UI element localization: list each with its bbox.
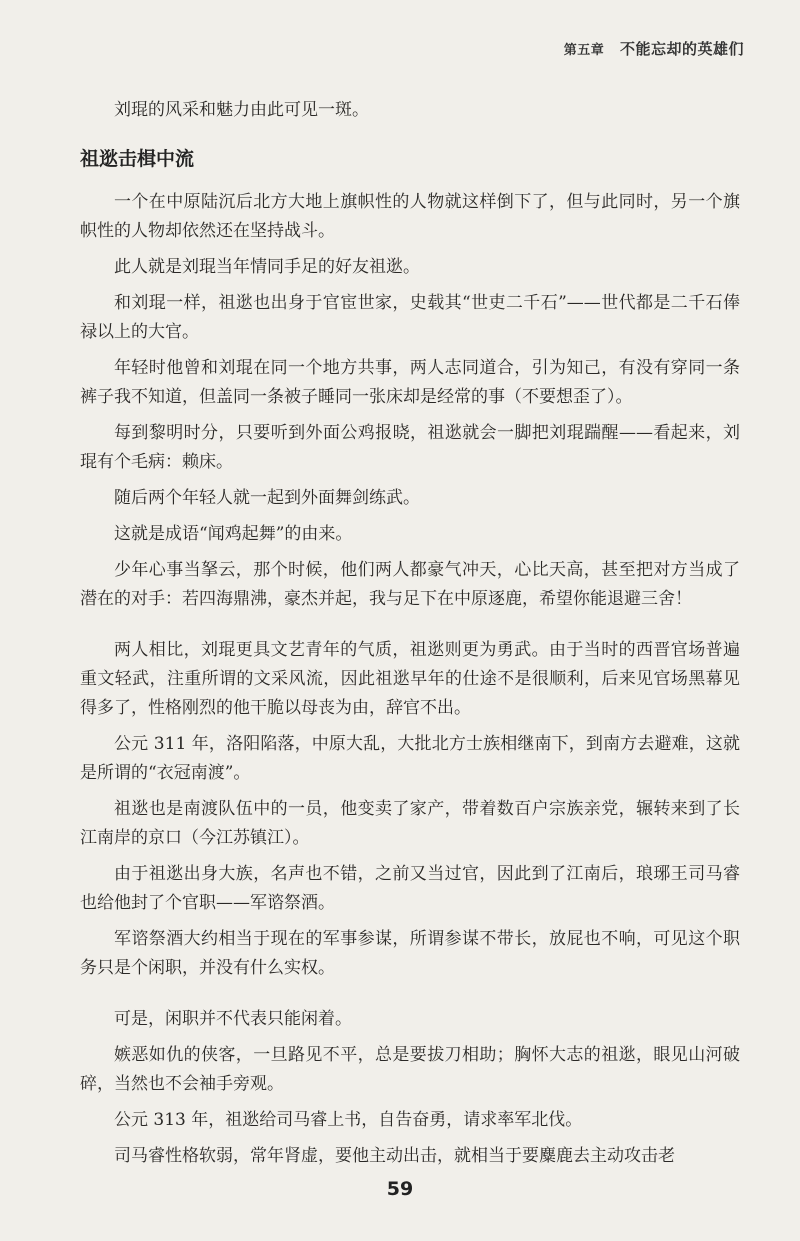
intro-paragraph: 刘琨的风采和魅力由此可见一斑。: [114, 100, 369, 120]
page-header: [564, 38, 744, 59]
paragraph: 每到黎明时分，只要听到外面公鸡报晓，祖逖就会一脚把刘琨踹醒——看起来，刘琨有个毛病：赖床。: [80, 423, 740, 472]
paragraph: 司马睿性格软弱，常年肾虚，要他主动出击，就相当于要麋鹿去主动攻击老: [114, 1146, 675, 1166]
chapter-title: 不能忘却的英雄们: [619, 40, 744, 58]
paragraph: 这就是成语“闻鸡起舞”的由来。: [114, 524, 353, 544]
section-title: 祖逖击楫中流: [80, 148, 195, 170]
paragraph: 此人就是刘琨当年情同手足的好友祖逖。: [114, 257, 420, 277]
paragraph: 公元 313 年，祖逖给司马睿上书，自告奋勇，请求率军北伐。: [114, 1110, 583, 1130]
paragraph: 可是，闲职并不代表只能闲着。: [114, 1009, 352, 1029]
paragraph: 由于祖逖出身大族，名声也不错，之前又当过官，因此到了江南后，琅琊王司马睿也给他封了个官职——军谘祭酒。: [80, 864, 740, 913]
page-body: [80, 96, 740, 1178]
page-number: 59: [386, 1178, 414, 1200]
paragraph: 年轻时他曾和刘琨在同一个地方共事，两人志同道合，引为知己，有没有穿同一条裤子我不知道，但盖同一条被子睡同一张床却是经常的事（不要想歪了）。: [80, 358, 740, 407]
paragraph: 和刘琨一样，祖逖也出身于官宦世家，史载其“世吏二千石”——世代都是二千石俸禄以上的大官。: [80, 293, 740, 342]
paragraph: 随后两个年轻人就一起到外面舞剑练武。: [114, 488, 420, 508]
paragraph: 嫉恶如仇的侠客，一旦路见不平，总是要拔刀相助；胸怀大志的祖逖，眼见山河破碎，当然也不会袖手旁观。: [80, 1045, 740, 1094]
paragraph: 两人相比，刘琨更具文艺青年的气质，祖逖则更为勇武。由于当时的西晋官场普遍重文轻武，注重所谓的文采风流，因此祖逖早年的仕途不是很顺利，后来见官场黑幕见得多了，性格刚烈的他干脆以母丧为由，辞官不出。: [80, 640, 740, 718]
paragraph: 军谘祭酒大约相当于现在的军事参谋，所谓参谋不带长，放屁也不响，可见这个职务只是个闲职，并没有什么实权。: [80, 929, 740, 978]
paragraph: 祖逖也是南渡队伍中的一员，他变卖了家产，带着数百户宗族亲党，辗转来到了长江南岸的京口（今江苏镇江）。: [80, 799, 740, 848]
paragraph: 一个在中原陆沉后北方大地上旗帜性的人物就这样倒下了，但与此同时，另一个旗帜性的人物却依然还在坚持战斗。: [80, 192, 740, 241]
paragraph: 少年心事当拏云，那个时候，他们两人都豪气冲天，心比天高，甚至把对方当成了潜在的对手：若四海鼎沸，豪杰并起，我与足下在中原逐鹿，希望你能退避三舍！: [80, 560, 740, 609]
paragraph: 公元 311 年，洛阳陷落，中原大乱，大批北方士族相继南下，到南方去避难，这就是所谓的“衣冠南渡”。: [80, 734, 740, 783]
chapter-label: 第五章: [563, 43, 605, 58]
